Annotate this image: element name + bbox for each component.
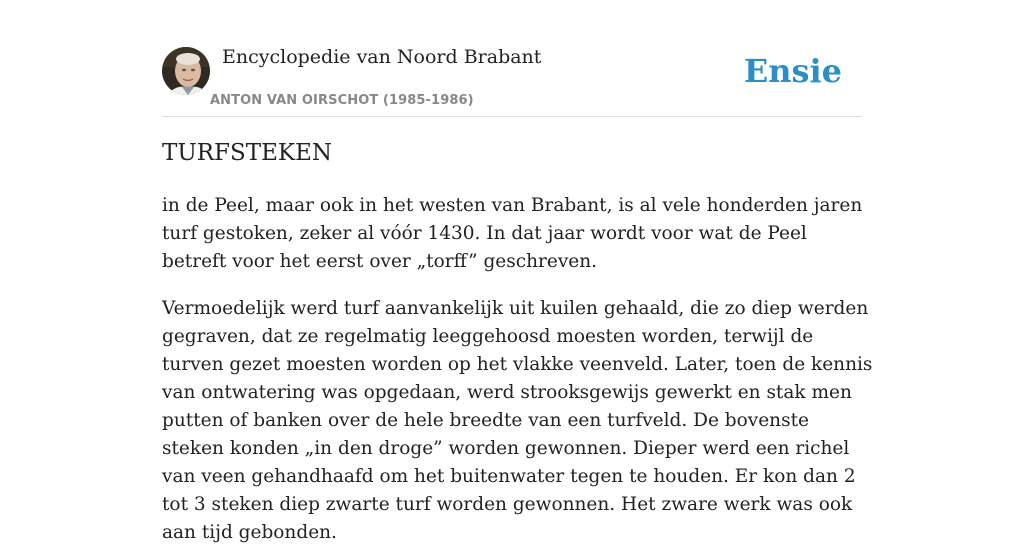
book-title[interactable]: Encyclopedie van Noord Brabant xyxy=(222,46,542,68)
article-title: TURFSTEKEN xyxy=(162,140,332,166)
ensie-logo[interactable]: Ensie xyxy=(743,52,842,90)
author-name[interactable]: ANTON VAN OIRSCHOT (1985-1986) xyxy=(210,93,474,108)
article-paragraph: Vermoedelijk werd turf aanvankelijk uit kuilen gehaald, die zo diep werden gegraven, dat ze regelmatig leeggehoosd moesten worden, terwijl de turven gezet moesten worden op het vlakke veenveld. Later, toen de kennis van ontwatering was opgedaan, werd strooksgewijs gewerkt en stak men putten of banken over de hele breedte van een turfveld. De bovenste steken konden „in den droge” worden gewonnen. Dieper werd een richel van veen gehandhaafd om het buitenwater tegen te houden. Er kon dan 2 tot 3 steken diep zwarte turf worden gewonnen. Het zware werk was ook aan tijd gebonden. xyxy=(162,298,873,543)
author-portrait-image xyxy=(162,47,210,95)
page-header xyxy=(162,46,862,117)
author-avatar[interactable] xyxy=(162,47,210,95)
article-paragraph: in de Peel, maar ook in het westen van Brabant, is al vele honderden jaren turf gestoken, zeker al vóór 1430. In dat jaar wordt voor wat de Peel betreft voor het eerst over „torff” geschreven. xyxy=(162,195,863,272)
